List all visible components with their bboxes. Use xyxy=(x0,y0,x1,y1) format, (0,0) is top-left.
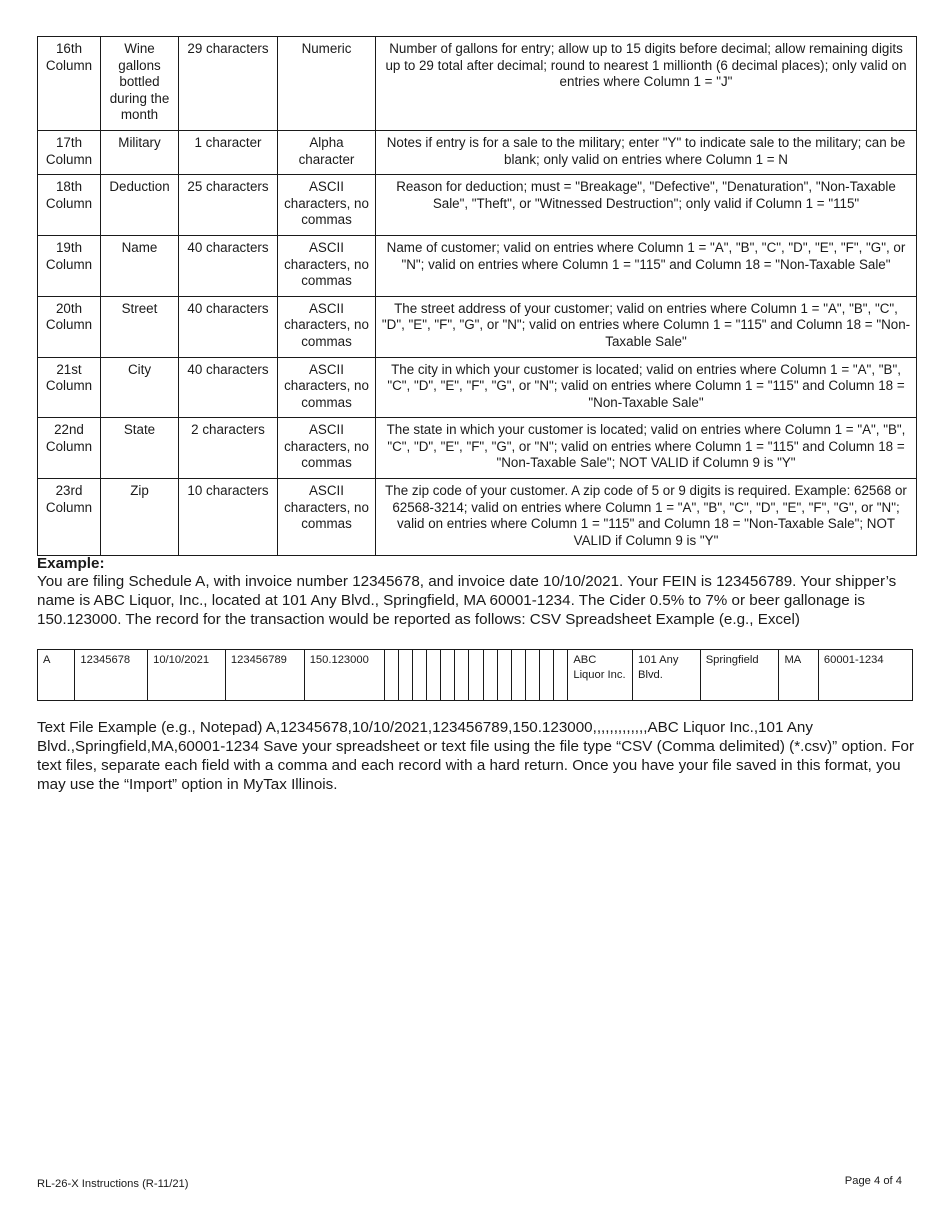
csv-cell: 10/10/2021 xyxy=(148,650,226,701)
csv-cell: ABC Liquor Inc. xyxy=(568,650,633,701)
field-description: The city in which your customer is located; valid on entries where Column 1 = "A", "B", "C", "D", "E", "F", "G", or "N"; valid on entries where Column 1 = "115" and Column 18 = "Non-Taxable Sale" xyxy=(376,357,917,418)
field-description: The state in which your customer is located; valid on entries where Column 1 = "A", "B", "C", "D", "E", "F", "G", or "N"; valid on entries where Column 1 = "115" and Column 18 = "Non-Taxable Sale"; NOT VALID if Column 9 is "Y" xyxy=(376,418,917,479)
example-heading: Example: xyxy=(37,555,105,572)
field-type: ASCII characters, no commas xyxy=(278,357,376,418)
field-type: Numeric xyxy=(278,37,376,131)
field-name: Zip xyxy=(101,479,179,556)
table-row xyxy=(38,418,917,479)
csv-empty-cell xyxy=(398,650,412,701)
column-number: 21st Column xyxy=(38,357,101,418)
csv-cell: Springfield xyxy=(700,650,779,701)
csv-cell: 150.123000 xyxy=(304,650,384,701)
csv-empty-cell xyxy=(412,650,426,701)
field-type: ASCII characters, no commas xyxy=(278,418,376,479)
table-row xyxy=(38,479,917,556)
column-number: 18th Column xyxy=(38,175,101,236)
field-name: City xyxy=(101,357,179,418)
table-row xyxy=(38,235,917,296)
csv-empty-cell xyxy=(455,650,469,701)
csv-empty-cell xyxy=(525,650,539,701)
csv-empty-cell xyxy=(554,650,568,701)
field-length: 25 characters xyxy=(179,175,278,236)
field-length: 29 characters xyxy=(179,37,278,131)
example-paragraph: You are filing Schedule A, with invoice number 12345678, and invoice date 10/10/2021. Your FEIN is 123456789. Your shipper’s name is ABC Liquor, Inc., located at 101 Any Blvd., Springfield, MA 60001-1234. The Cider 0.5% to 7% or beer gallonage is 150.123000. The record for the transaction would be reported as follows: CSV Spreadsheet Example (e.g., Excel) xyxy=(37,573,897,628)
field-length: 40 characters xyxy=(179,357,278,418)
text-file-example-paragraph: Text File Example (e.g., Notepad) A,12345678,10/10/2021,123456789,150.123000,,,,,,,,,,,,,ABC Liquor Inc.,101 Any Blvd.,Springfield,MA,60001-1234 Save your spreadsheet or text file using the file type “CSV (Comma delimited) (*.csv)” option. For text files, separate each field with a comma and each record with a hard return. Once you have your file saved in this format, you may use the “Import” option in MyTax Illinois. xyxy=(37,719,915,793)
table-row xyxy=(38,130,917,174)
field-name: Street xyxy=(101,296,179,357)
column-number: 23rd Column xyxy=(38,479,101,556)
field-length: 10 characters xyxy=(179,479,278,556)
field-description: Number of gallons for entry; allow up to 15 digits before decimal; allow remaining digits up to 29 total after decimal; round to nearest 1 millionth (6 decimal places); only valid on entries where Column 1 = "J" xyxy=(376,37,917,131)
csv-empty-cell xyxy=(483,650,497,701)
csv-empty-cell xyxy=(384,650,398,701)
csv-spreadsheet-example xyxy=(37,649,913,701)
field-name: Name xyxy=(101,235,179,296)
field-name: Wine gallons bottled during the month xyxy=(101,37,179,131)
field-length: 2 characters xyxy=(179,418,278,479)
field-description: Notes if entry is for a sale to the military; enter "Y" to indicate sale to the military; can be blank; only valid on entries where Column 1 = N xyxy=(376,130,917,174)
column-number: 22nd Column xyxy=(38,418,101,479)
field-type: ASCII characters, no commas xyxy=(278,175,376,236)
field-type: ASCII characters, no commas xyxy=(278,479,376,556)
csv-cell: 60001-1234 xyxy=(818,650,912,701)
form-identifier: RL-26-X Instructions (R-11/21) xyxy=(37,1178,189,1190)
field-description: Reason for deduction; must = "Breakage", "Defective", "Denaturation", "Non-Taxable Sale", "Theft", or "Witnessed Destruction"; only valid if Column 1 = "115" xyxy=(376,175,917,236)
field-length: 1 character xyxy=(179,130,278,174)
field-description: The zip code of your customer. A zip code of 5 or 9 digits is required. Example: 62568 or 62568-3214; valid on entries where Column 1 = "A", "B", "C", "D", "E", "F", "G", or "N"; valid on entries where Column 1 = "115" and Column 18 = "Non-Taxable Sale"; NOT VALID if Column 9 is "Y" xyxy=(376,479,917,556)
csv-empty-cell xyxy=(511,650,525,701)
csv-empty-cell xyxy=(426,650,440,701)
table-row xyxy=(38,37,917,131)
column-number: 19th Column xyxy=(38,235,101,296)
csv-empty-cell xyxy=(469,650,483,701)
column-number: 20th Column xyxy=(38,296,101,357)
field-length: 40 characters xyxy=(179,296,278,357)
column-number: 16th Column xyxy=(38,37,101,131)
field-type: Alpha character xyxy=(278,130,376,174)
csv-empty-cell xyxy=(497,650,511,701)
field-type: ASCII characters, no commas xyxy=(278,296,376,357)
csv-cell: 123456789 xyxy=(225,650,304,701)
csv-cell: 12345678 xyxy=(75,650,148,701)
field-description: The street address of your customer; valid on entries where Column 1 = "A", "B", "C", "D", "E", "F", "G", or "N"; valid on entries where Column 1 = "115" and Column 18 = "Non-Taxable Sale" xyxy=(376,296,917,357)
table-row xyxy=(38,296,917,357)
column-number: 17th Column xyxy=(38,130,101,174)
csv-cell: 101 Any Blvd. xyxy=(633,650,701,701)
table-row xyxy=(38,650,913,701)
csv-empty-cell xyxy=(540,650,554,701)
column-spec-table xyxy=(37,36,917,556)
csv-empty-cell xyxy=(441,650,455,701)
field-description: Name of customer; valid on entries where Column 1 = "A", "B", "C", "D", "E", "F", "G", or "N"; valid on entries where Column 1 = "115" and Column 18 = "Non-Taxable Sale" xyxy=(376,235,917,296)
field-name: Military xyxy=(101,130,179,174)
field-name: Deduction xyxy=(101,175,179,236)
table-row xyxy=(38,357,917,418)
table-row xyxy=(38,175,917,236)
csv-cell: A xyxy=(38,650,75,701)
field-length: 40 characters xyxy=(179,235,278,296)
field-type: ASCII characters, no commas xyxy=(278,235,376,296)
csv-cell: MA xyxy=(779,650,818,701)
page-number: Page 4 of 4 xyxy=(844,1175,902,1187)
field-name: State xyxy=(101,418,179,479)
